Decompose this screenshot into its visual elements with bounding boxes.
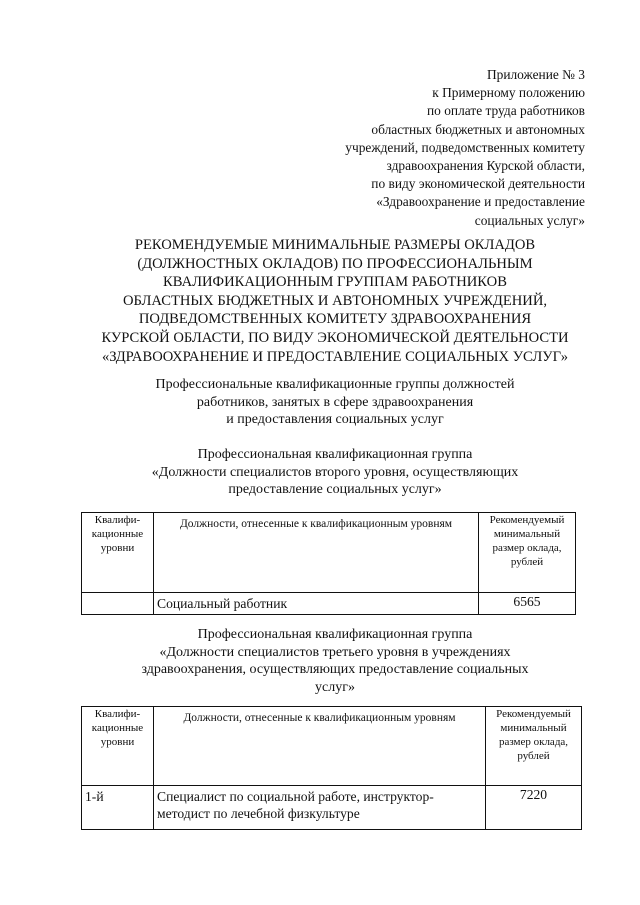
section-title-line: работников, занятых в сфере здравоохранения [196, 394, 474, 410]
group2-title-line: услуг» [315, 679, 355, 695]
cell-salary: 7220 [486, 786, 582, 830]
appendix-line: к Примерному положению [432, 85, 585, 101]
header-positions: Должности, отнесенные к квалификационным уровням [154, 513, 479, 593]
header-salary: Рекомендуемый минимальный размер оклада, рублей [479, 513, 576, 593]
group2-title-line: «Должности специалистов третьего уровня в учреждениях [159, 644, 511, 660]
appendix-line: по оплате труда работников [427, 103, 585, 119]
section-title [60, 376, 610, 429]
appendix-line: учреждений, подведомственных комитету [345, 139, 585, 155]
section-title-line: и предоставления социальных услуг [226, 412, 444, 427]
title-line: КУРСКОЙ ОБЛАСТИ, ПО ВИДУ ЭКОНОМИЧЕСКОЙ ДЕЯТЕЛЬНОСТИ [101, 329, 569, 346]
table-header-row [82, 707, 582, 786]
table-row [82, 593, 576, 615]
title-line: РЕКОМЕНДУЕМЫЕ МИНИМАЛЬНЫЕ РАЗМЕРЫ ОКЛАДОВ [134, 237, 536, 253]
group2-title-line: Профессиональная квалификационная группа [197, 627, 473, 642]
cell-position: Социальный работник [154, 593, 479, 615]
header-levels: Квалифи- кационные уровни [82, 513, 154, 593]
appendix-line: «Здравоохранение и предоставление [376, 194, 585, 210]
group1-title [60, 446, 610, 499]
appendix-note [300, 66, 585, 230]
title-line: ПОДВЕДОМСТВЕННЫХ КОМИТЕТУ ЗДРАВООХРАНЕНИЯ [138, 311, 532, 328]
header-positions: Должности, отнесенные к квалификационным уровням [154, 707, 486, 786]
group2-title [60, 626, 610, 696]
section-title-line: Профессиональные квалификационные группы должностей [155, 377, 515, 392]
appendix-line: здравоохранения Курской области, [386, 158, 585, 174]
document-title [60, 236, 610, 366]
group1-title-line: «Должности специалистов второго уровня, осуществляющих [151, 464, 519, 480]
appendix-line: областных бюджетных и автономных [371, 121, 585, 137]
table-header-row [82, 513, 576, 593]
cell-level [82, 593, 154, 615]
title-line: КВАЛИФИКАЦИОННЫМ ГРУППАМ РАБОТНИКОВ [163, 274, 507, 291]
cell-position: Специалист по социальной работе, инструктор- методист по лечебной физкультуре [154, 786, 486, 830]
title-line: «ЗДРАВООХРАНЕНИЕ И ПРЕДОСТАВЛЕНИЕ СОЦИАЛЬНЫХ УСЛУГ» [102, 348, 568, 365]
appendix-line: Приложение № 3 [486, 67, 585, 82]
cell-level: 1-й [82, 786, 154, 830]
cell-salary: 6565 [479, 593, 576, 615]
group2-table [81, 706, 582, 830]
group1-title-line: Профессиональная квалификационная группа [197, 447, 473, 462]
header-levels: Квалифи- кационные уровни [82, 707, 154, 786]
table-row [82, 786, 582, 830]
group1-table [81, 512, 576, 615]
group1-title-line: предоставление социальных услуг» [228, 482, 442, 497]
title-line: ОБЛАСТНЫХ БЮДЖЕТНЫХ И АВТОНОМНЫХ УЧРЕЖДЕНИЙ, [122, 292, 548, 309]
appendix-line: по виду экономической деятельности [371, 176, 585, 192]
group2-title-line: здравоохранения, осуществляющих предоставление социальных [141, 662, 529, 677]
appendix-line: социальных услуг» [474, 212, 585, 228]
title-line: (ДОЛЖНОСТНЫХ ОКЛАДОВ) ПО ПРОФЕССИОНАЛЬНЫМ [137, 255, 533, 272]
header-salary: Рекомендуемый минимальный размер оклада, рублей [486, 707, 582, 786]
